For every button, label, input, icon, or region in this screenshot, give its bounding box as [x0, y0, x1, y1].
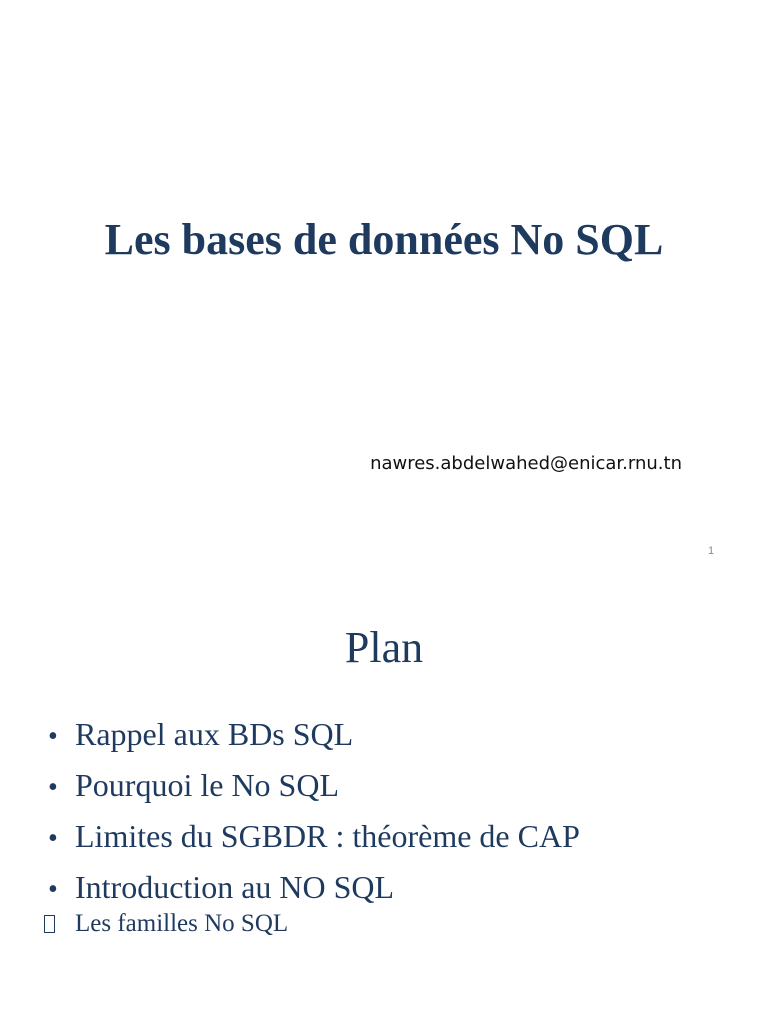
- plan-title: Plan: [344, 623, 424, 672]
- plan-item: [48, 863, 580, 914]
- bullet-icon: •: [48, 823, 58, 854]
- plan-item: [48, 761, 580, 812]
- plan-item: [48, 812, 580, 863]
- missing-glyph-icon: [44, 915, 55, 933]
- plan-item-label: Rappel aux BDs SQL: [75, 716, 354, 752]
- plan-slide: [0, 576, 768, 1024]
- slide-number: 1: [708, 545, 715, 557]
- author-email: nawres.abdelwahed@enicar.rnu.tn: [370, 453, 682, 474]
- plan-item: [48, 710, 580, 761]
- plan-item-label: Introduction au NO SQL: [75, 869, 395, 905]
- slide-title: Les bases de données No SQL: [104, 215, 664, 264]
- plan-item-label: Pourquoi le No SQL: [75, 767, 339, 803]
- plan-sub-item: [44, 908, 288, 940]
- plan-list: [48, 710, 580, 914]
- bullet-icon: •: [48, 772, 58, 803]
- bullet-icon: •: [48, 721, 58, 752]
- bullet-icon: •: [48, 874, 58, 905]
- plan-item-label: Limites du SGBDR : théorème de CAP: [75, 818, 580, 854]
- plan-sub-item-label: Les familles No SQL: [75, 910, 289, 937]
